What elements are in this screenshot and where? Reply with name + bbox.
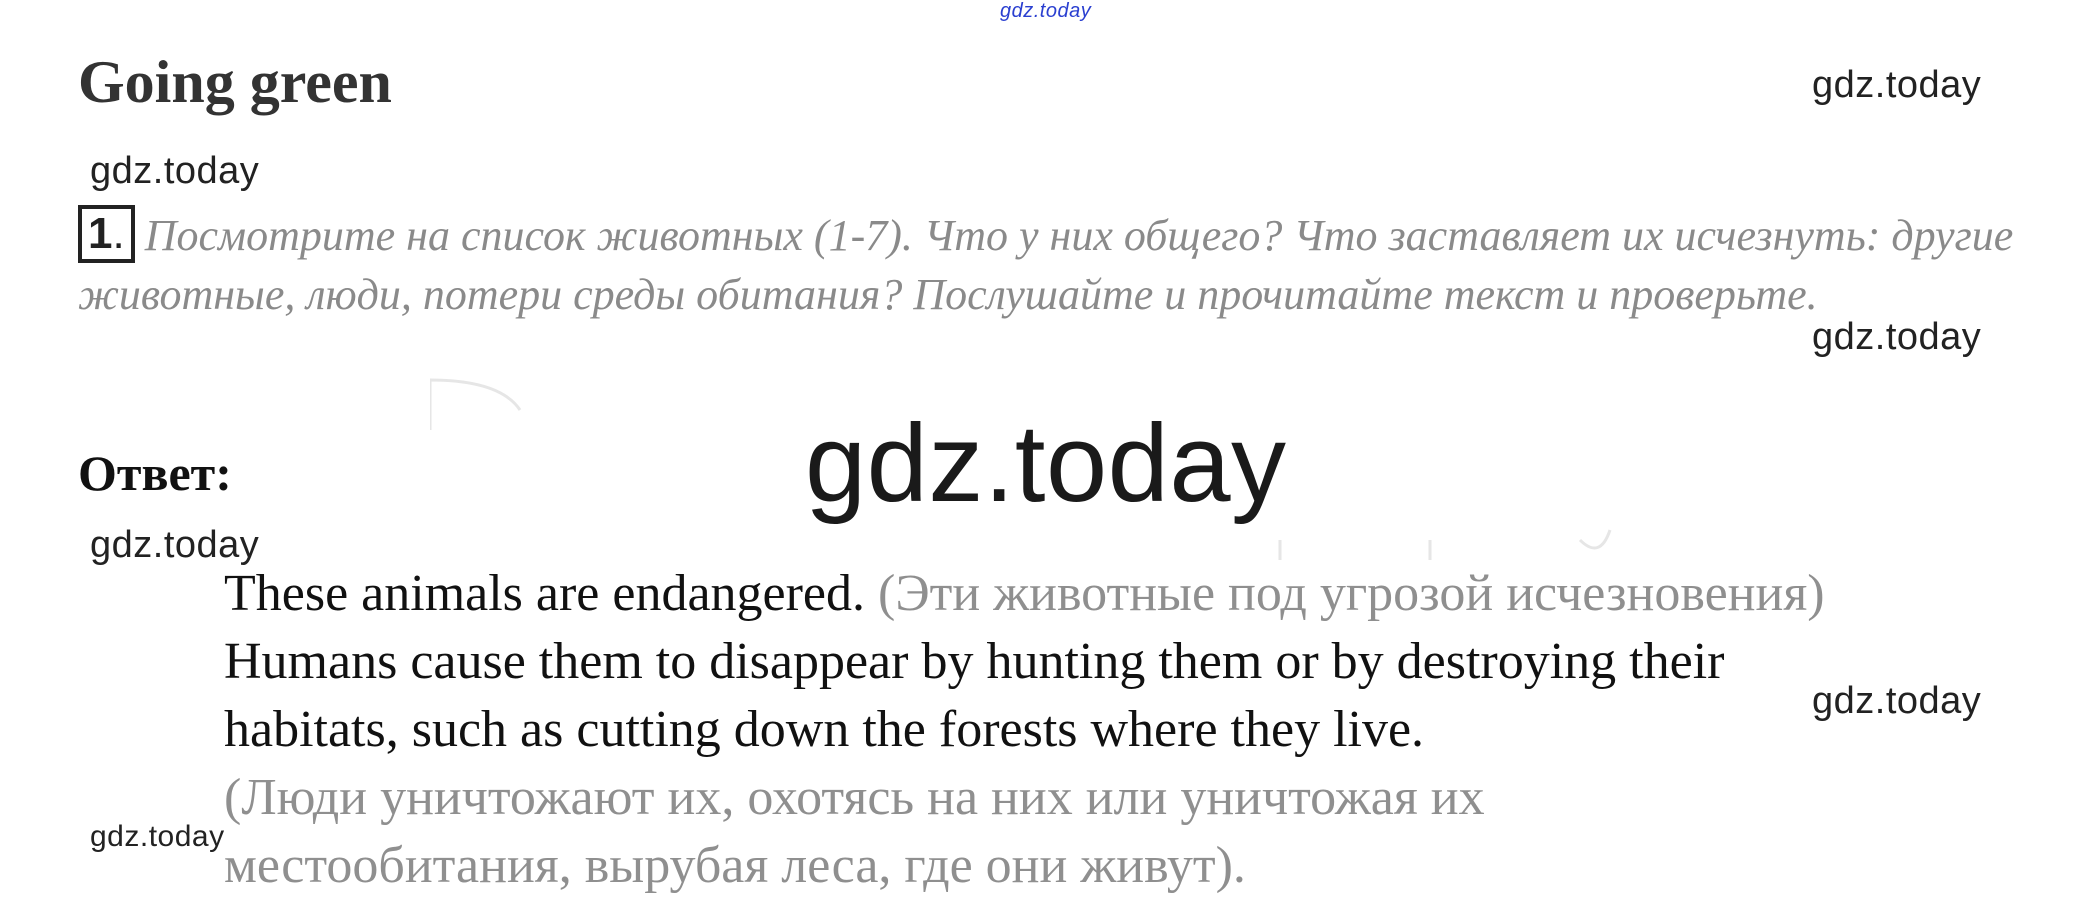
watermark-right-1: gdz.today xyxy=(1812,64,1982,106)
watermark-top: gdz.today xyxy=(1000,0,1092,22)
answer-block xyxy=(224,560,1825,900)
answer-line-1 xyxy=(224,560,1825,628)
answer-line-4: (Люди уничтожают их, охотясь на них или уничтожая их xyxy=(224,769,1485,826)
watermark-right-2: gdz.today xyxy=(1812,316,1982,358)
watermark-left-1: gdz.today xyxy=(90,150,260,192)
task-text: Посмотрите на список животных (1-7). Что у них общего? Что заставляет их исчезнуть: другие животные, люди, потери среды обитания? Послушайте и прочитайте текст и проверьте. xyxy=(78,211,2014,319)
answer-line-3: habitats, such as cutting down the forests where they live. xyxy=(224,701,1425,758)
watermark-large: gdz.today xyxy=(805,402,1287,525)
task-1 xyxy=(78,205,2038,324)
watermark-left-3: gdz.today xyxy=(90,820,225,853)
watermark-left-2: gdz.today xyxy=(90,524,260,566)
answer-label: Ответ: xyxy=(78,445,232,501)
task-number-box: 1. xyxy=(78,205,135,263)
answer-line-1-ru: (Эти животные под угрозой исчезновения) xyxy=(878,565,1825,622)
answer-line-5: местообитания, вырубая леса, где они живут). xyxy=(224,837,1246,894)
task-number: 1 xyxy=(88,209,113,258)
answer-line-2: Humans cause them to disappear by hunting them or by destroying their xyxy=(224,633,1725,690)
page-title: Going green xyxy=(78,49,392,115)
answer-line-1-en: These animals are endangered. xyxy=(224,565,866,622)
watermark-right-3: gdz.today xyxy=(1812,680,1982,722)
